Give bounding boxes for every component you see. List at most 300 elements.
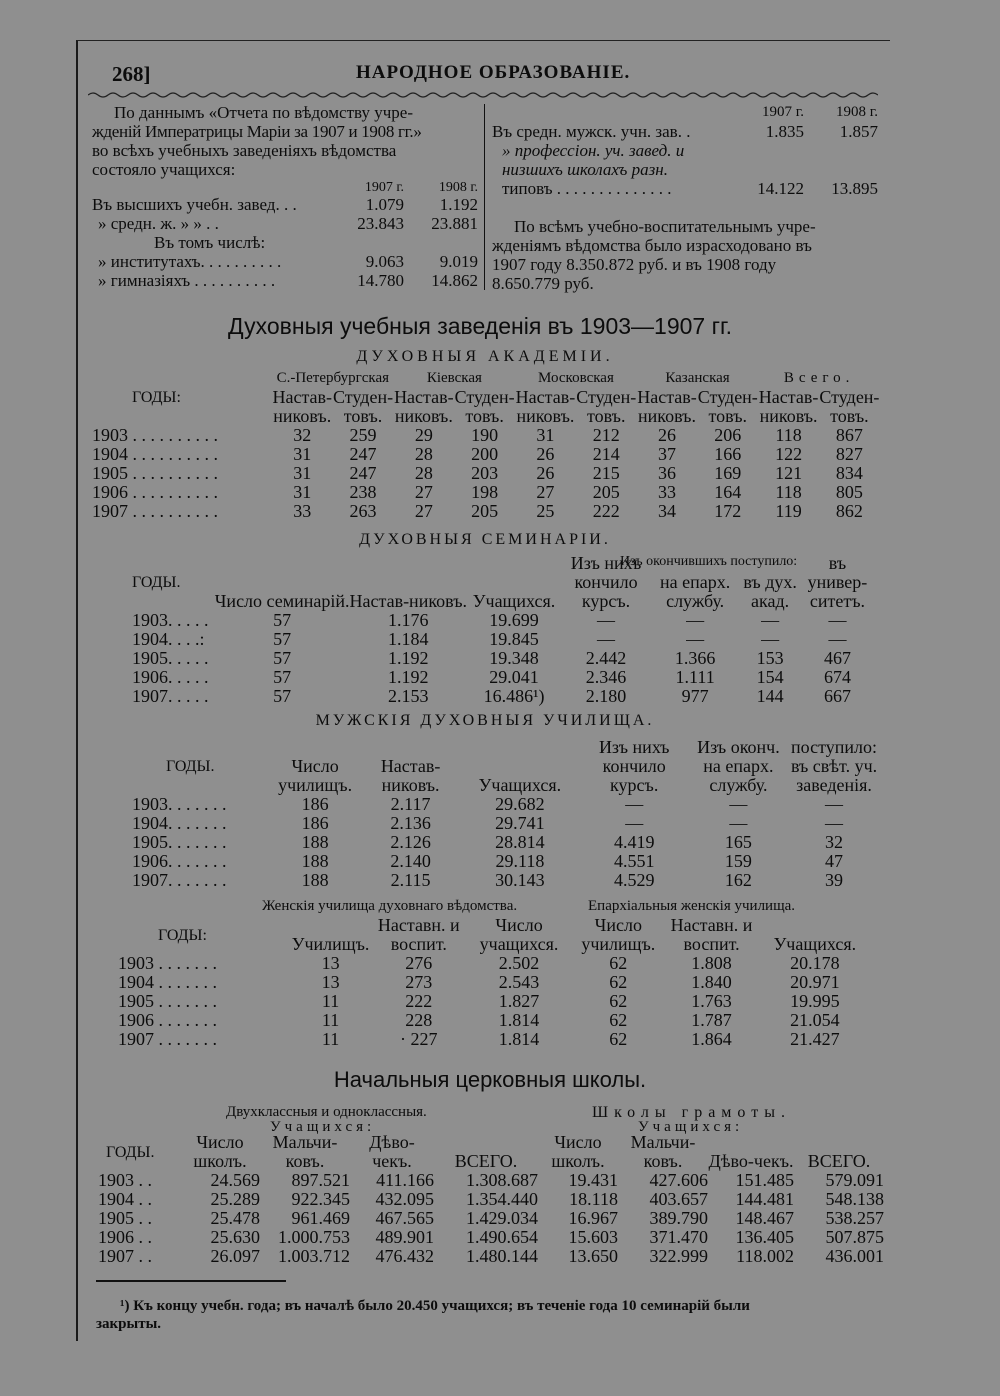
col-header: Наставн. и воспит. [377,915,460,954]
col-header: никовъ. [273,406,332,426]
table-cell: 28 [414,463,433,483]
col-header: Кіевская [426,370,482,386]
table-row [132,814,880,833]
col-header: Мальчи-ковъ. [272,1132,338,1171]
table-cell: 222 [405,991,433,1011]
col-header: Учащихся. [472,591,556,611]
table-cell: 2.180 [585,686,627,706]
row-value: 1.079 [365,195,404,214]
table-row [118,1011,870,1030]
row-value: 1.857 [839,122,878,141]
table-cell: 214 [592,444,620,464]
intro-right-table [492,103,878,198]
table-cell: 28 [414,444,433,464]
table-cell: 136.405 [735,1227,794,1247]
seminaries-title: ДУХОВНЫЯ СЕМИНАРІИ. [359,531,611,548]
year-header: 1907 г. [762,104,804,120]
table-cell: 154 [756,667,784,687]
footnote-rule [96,1280,286,1282]
table-cell: 205 [471,501,499,521]
table-cell: 834 [835,463,863,483]
row-year: 1903. . . . . . . [132,794,227,814]
row-year: 1903. . . . . [132,610,209,630]
table-cell: 30.143 [495,870,545,890]
col-header: Училищъ. [291,934,370,954]
col-header: Настав- [394,387,454,407]
table-cell: 1.111 [675,667,715,687]
table-cell: 57 [273,686,292,706]
row-year: 1906. . . . . [132,667,209,687]
table-cell: 238 [349,482,377,502]
table-cell: 322.999 [649,1246,708,1266]
table-cell: 31 [293,463,312,483]
table-cell: 33 [293,501,312,521]
table-cell: 153 [756,648,784,668]
table-cell: 862 [835,501,863,521]
table-cell: 24.569 [210,1170,260,1190]
table-cell: 215 [592,463,620,483]
table-cell: 28.814 [495,832,545,852]
col-header: никовъ. [638,406,696,426]
table-cell: — [597,610,616,630]
intro-right [492,103,878,293]
table-cell: 29.682 [495,794,545,814]
year-header: 1907 г. [364,180,404,195]
table-cell: 2.543 [498,972,540,992]
table-cell: 667 [823,686,851,706]
table-row [118,973,870,992]
table-cell: 467 [823,648,851,668]
col-header: ГОДЫ. [106,1143,155,1161]
table-cell: 57 [273,610,292,630]
table-cell: 4.419 [613,832,655,852]
col-header: Число учащихся. [479,915,559,954]
row-year: 1905. . . . . . . [132,832,227,852]
row-value: 1.192 [439,195,478,214]
table-cell: 1.480.144 [466,1246,538,1266]
table-cell: 1.000.753 [278,1227,350,1247]
table-cell: 1.808 [691,953,732,973]
table-cell: 436.001 [825,1246,884,1266]
intro-right-text-1: По всѣмъ учебно-воспитательнымъ учре- [514,217,816,236]
row-year: 1907 . . . . . . . . . . [92,501,218,521]
col-header: Настав- [515,387,576,407]
section-title: Начальныя церковныя школы. [333,1067,647,1092]
row-year: 1904 . . [98,1189,152,1209]
table-cell: — [761,610,780,630]
row-year: 1906 . . . . . . . [118,1010,217,1030]
col-header: Московская [538,370,614,386]
col-header: Наставн. и воспит. [670,915,753,954]
col-header: Учащихся. [478,775,562,795]
table-cell: 922.345 [291,1189,350,1209]
table-cell: 29.041 [489,667,539,687]
intro-left-text-4: состояло учащихся: [92,160,236,179]
table-row [132,649,874,668]
table-cell: 467.565 [375,1208,434,1228]
table-cell: 212 [592,425,620,445]
table-cell: 489.901 [375,1227,434,1247]
table-row [132,833,880,852]
female-schools-table [118,916,870,1049]
table-cell: — [686,629,705,649]
table-cell: — [828,610,847,630]
table-cell: 1.003.712 [278,1246,350,1266]
table-cell: 20.178 [790,953,840,973]
col-header: Настав- [758,387,819,407]
footnote-line-2: закрыты. [96,1316,162,1332]
table-cell: 151.485 [735,1170,794,1190]
row-year: 1904 . . . . . . . . . . [92,444,218,464]
col-header: поступило: въ свѣт. уч. заведенія. [790,737,878,795]
table-cell: 62 [609,953,628,973]
table-cell: 2.115 [390,870,431,890]
intro-right-text-2: жденіямъ вѣдомства было израсходовано въ [492,236,812,255]
table-cell: 2.346 [585,667,627,687]
row-value: 23.881 [431,214,478,233]
table-cell: 13 [321,972,340,992]
table-cell: 27 [536,482,555,502]
row-year: 1906 . . [98,1227,152,1247]
table-cell: 57 [273,667,292,687]
table-cell: 247 [349,463,377,483]
table-cell: 57 [273,648,292,668]
table-cell: 2.502 [498,953,540,973]
table-cell: 25.478 [210,1208,260,1228]
table-cell: 18.118 [569,1189,618,1209]
table-cell: 118 [775,425,802,445]
table-cell: 389.790 [649,1208,708,1228]
table-cell: — [761,629,780,649]
table-row [92,426,880,445]
table-cell: 200 [471,444,499,464]
row-label: » профессіон. уч. завед. и [502,141,685,160]
col-header: Настав-никовъ. [349,591,468,611]
footnote-line-1: ¹) Къ концу учебн. года; въ началѣ было 20.450 учащихся; въ теченіе года 10 семинарій были [120,1298,750,1314]
col-header: товъ. [708,406,748,426]
table-cell: 31 [293,482,312,502]
row-year: 1907 . . [98,1246,152,1266]
table-row [98,1190,884,1209]
table-cell: — [825,794,844,814]
table-row [118,1030,870,1049]
table-cell: 144 [756,686,784,706]
row-year: 1907 . . . . . . . [118,1029,217,1049]
table-cell: 36 [658,463,676,483]
row-label: низшихъ школахъ разн. [502,160,668,179]
table-cell: 16.486¹) [483,686,545,706]
table-cell: 203 [471,463,499,483]
table-cell: 25.630 [210,1227,260,1247]
row-value: 14.122 [757,179,804,198]
table-cell: 33 [658,482,676,502]
table-cell: 371.470 [649,1227,708,1247]
table-row [132,852,880,871]
table-cell: 19.348 [489,648,539,668]
intro-left-text-1: По даннымъ «Отчета по вѣдомству учре- [114,103,413,122]
table-row [118,954,870,973]
female-group-2: Епархіальныя женскія училища. [588,898,796,914]
row-value: 9.063 [365,252,404,271]
table-cell: 977 [681,686,709,706]
table-cell: 13.650 [568,1246,618,1266]
table-cell: 37 [658,444,676,464]
row-value: 23.843 [357,214,404,233]
table-cell: 1.787 [691,1010,732,1030]
table-cell: 1.184 [388,629,429,649]
row-label: » институтахъ. . . . . . . . . . [98,252,282,271]
header-wavy-rule [88,91,878,99]
table-cell: 1.814 [498,1029,540,1049]
table-row [132,795,880,814]
table-cell: 62 [609,991,628,1011]
parish-students-1: Учащихся: [270,1119,376,1135]
table-row [98,1209,884,1228]
table-cell: 118.002 [736,1246,794,1266]
row-label: » средн. ж. » » . . [98,214,219,233]
running-title: НАРОДНОЕ ОБРАЗОВАНІЕ. [356,62,631,83]
table-row [92,483,880,502]
col-header: Число училищъ. [278,756,353,795]
row-year: 1904. . . .: [132,629,205,649]
row-value: 9.019 [439,252,478,271]
table-cell: 11 [321,1029,340,1049]
table-cell: 32 [825,832,844,852]
row-label: » гимназіяхъ . . . . . . . . . . [98,271,276,290]
row-year: 1906 . . . . . . . . . . [92,482,218,502]
row-year: 1905. . . . . [132,648,209,668]
row-year: 1903 . . . . . . . [118,953,217,973]
table-cell: 476.432 [375,1246,434,1266]
table-cell: 1.192 [388,667,429,687]
table-cell: 538.257 [825,1208,884,1228]
row-year: 1903 . . . . . . . . . . [92,425,218,445]
table-cell: 897.521 [291,1170,350,1190]
col-header: Число школъ. [551,1132,605,1171]
col-header: никовъ. [759,406,818,426]
col-header: Учащихся. [773,934,857,954]
table-cell: 118 [775,482,802,502]
table-cell: 1.840 [691,972,732,992]
male-schools-title: МУЖСКІЯ ДУХОВНЫЯ УЧИЛИЩА. [315,712,655,729]
table-cell: 1.763 [691,991,732,1011]
table-cell: 62 [609,1029,628,1049]
table-cell: 62 [609,972,628,992]
table-cell: 432.095 [375,1189,434,1209]
col-header: ГОДЫ. [132,574,181,591]
table-cell: 15.603 [568,1227,618,1247]
table-cell: 247 [349,444,377,464]
table-cell: 13 [321,953,340,973]
row-year: 1906. . . . . . . [132,851,227,871]
table-cell: 25.289 [210,1189,260,1209]
col-header: ГОДЫ: [158,926,207,944]
table-cell: 20.971 [790,972,840,992]
row-year: 1905 . . . . . . . [118,991,217,1011]
table-cell: 21.427 [790,1029,840,1049]
table-cell: 198 [471,482,499,502]
academies-title: ДУХОВНЫЯ АКАДЕМІИ. [356,348,614,365]
col-header: Студен- [454,387,515,407]
table-cell: 34 [658,501,676,521]
table-row [118,992,870,1011]
female-group-1: Женскія училища духовнаго вѣдомства. [262,898,518,914]
column-divider [484,104,485,290]
col-header: въ универ-ситетъ. [807,553,868,611]
table-cell: 805 [835,482,863,502]
intro-left-text-2: жденій Императрицы Маріи за 1907 и 1908 гг.» [92,122,422,141]
table-cell: 548.138 [825,1189,884,1209]
col-header: ВСЕГО. [807,1151,871,1171]
table-cell: 427.606 [649,1170,708,1190]
table-cell: 39 [825,870,844,890]
parish-students-2: Учащихся: [638,1119,744,1135]
table-cell: 276 [405,953,433,973]
table-cell: 2.153 [388,686,429,706]
row-year: 1904. . . . . . . [132,813,227,833]
table-row [92,464,880,483]
table-cell: 205 [592,482,620,502]
table-cell: — [597,629,616,649]
year-header: 1908 г. [438,180,478,195]
table-row [98,1171,884,1190]
section-title: Духовныя учебныя заведенія въ 1903—1907 гг. [228,313,732,339]
table-row [132,630,874,649]
table-row [92,502,880,521]
col-header: Число школъ. [193,1132,247,1171]
parish-group-2: Школы грамоты. [592,1104,791,1121]
row-value: 1.835 [765,122,804,141]
col-header: никовъ. [394,406,453,426]
table-cell: 16.967 [568,1208,618,1228]
col-header: Настав- [637,387,697,407]
table-cell: 188 [301,832,329,852]
intro-right-text-4: 8.650.779 руб. [492,274,594,293]
table-cell: 263 [349,501,377,521]
row-year: 1904 . . . . . . . [118,972,217,992]
table-cell: — [625,813,644,833]
table-cell: 19.995 [790,991,840,1011]
seminaries-super-header: Изъ окончившихъ поступило: [620,554,798,569]
table-cell: 1.308.687 [466,1170,538,1190]
col-header: С.-Петербургская [276,370,390,386]
table-cell: 2.140 [390,851,431,871]
col-header: Настав- [272,387,333,407]
table-cell: · 227 [400,1029,438,1049]
table-cell: 259 [349,425,377,445]
table-cell: 507.875 [825,1227,884,1247]
intro-left-text-3: во всѣхъ учебныхъ заведеніяхъ вѣдомства [92,141,397,160]
col-header: товъ. [586,406,626,426]
table-cell: 32 [293,425,312,445]
table-cell: 4.529 [613,870,655,890]
table-cell: 26.097 [210,1246,260,1266]
table-cell: 1.490.654 [466,1227,538,1247]
table-cell: 403.657 [649,1189,708,1209]
col-header: Число семинарій. [214,591,350,611]
col-header: товъ. [830,406,869,426]
table-row [98,1228,884,1247]
page-number: 268] [112,62,151,86]
table-cell: 25 [536,501,555,521]
col-header: въ дух. акад. [743,572,797,611]
table-cell: 206 [714,425,742,445]
table-cell: — [729,794,748,814]
table-cell: 29 [414,425,433,445]
row-year: 1907. . . . . [132,686,209,706]
table-row [132,687,874,706]
table-cell: 2.117 [390,794,431,814]
table-cell: 122 [775,444,803,464]
table-cell: 164 [714,482,742,502]
seminaries-table [132,554,874,706]
table-cell: 172 [714,501,742,521]
table-cell: 166 [714,444,742,464]
col-header: на епарх. службу. [660,572,731,611]
table-cell: 31 [536,425,555,445]
table-cell: 27 [414,482,433,502]
row-value: 14.862 [431,271,478,290]
table-cell: 190 [471,425,499,445]
table-cell: 674 [823,667,851,687]
table-row [98,1247,884,1266]
col-header: Казанская [665,370,730,386]
table-cell: 29.741 [495,813,545,833]
row-label: Въ высшихъ учебн. завед. . . [92,195,297,214]
col-header: товъ. [343,406,383,426]
col-header: Студен- [697,387,758,407]
table-cell: 273 [405,972,433,992]
table-cell: — [729,813,748,833]
col-header: ВСЕГО. [454,1151,518,1171]
table-cell: 222 [592,501,620,521]
table-cell: 228 [405,1010,433,1030]
male-schools-table [132,738,880,890]
table-cell: 867 [835,425,863,445]
col-header: Студен- [576,387,637,407]
table-cell: 62 [609,1010,628,1030]
table-cell: 21.054 [790,1010,840,1030]
table-cell: 961.469 [291,1208,350,1228]
row-label: типовъ . . . . . . . . . . . . . . [502,179,672,198]
table-cell: 47 [825,851,844,871]
col-header: Изъ оконч. на епарх. службу. [697,737,780,795]
row-year: 1905 . . . . . . . . . . [92,463,218,483]
table-cell: 1.429.034 [466,1208,538,1228]
col-header: ГОДЫ: [132,389,181,406]
table-cell: 1.366 [674,648,716,668]
table-cell: 26 [658,425,676,445]
table-cell: 186 [301,794,329,814]
table-cell: 19.431 [568,1170,618,1190]
col-header: Настав-никовъ. [380,756,441,795]
col-header: Всего. [783,370,855,386]
table-cell: 1.354.440 [466,1189,538,1209]
parish-schools-table [98,1133,884,1266]
table-cell: 169 [714,463,742,483]
table-cell: 144.481 [735,1189,794,1209]
table-cell: 827 [835,444,863,464]
col-header: Дѣво-чекъ. [369,1132,415,1171]
table-cell: 188 [301,870,329,890]
table-cell: 119 [775,501,802,521]
table-cell: 1.176 [388,610,429,630]
col-header: Число училищъ. [581,915,656,954]
table-cell: 29.118 [495,851,545,871]
table-cell: 162 [724,870,752,890]
col-header: товъ. [465,406,504,426]
col-header: Студен- [333,387,394,407]
